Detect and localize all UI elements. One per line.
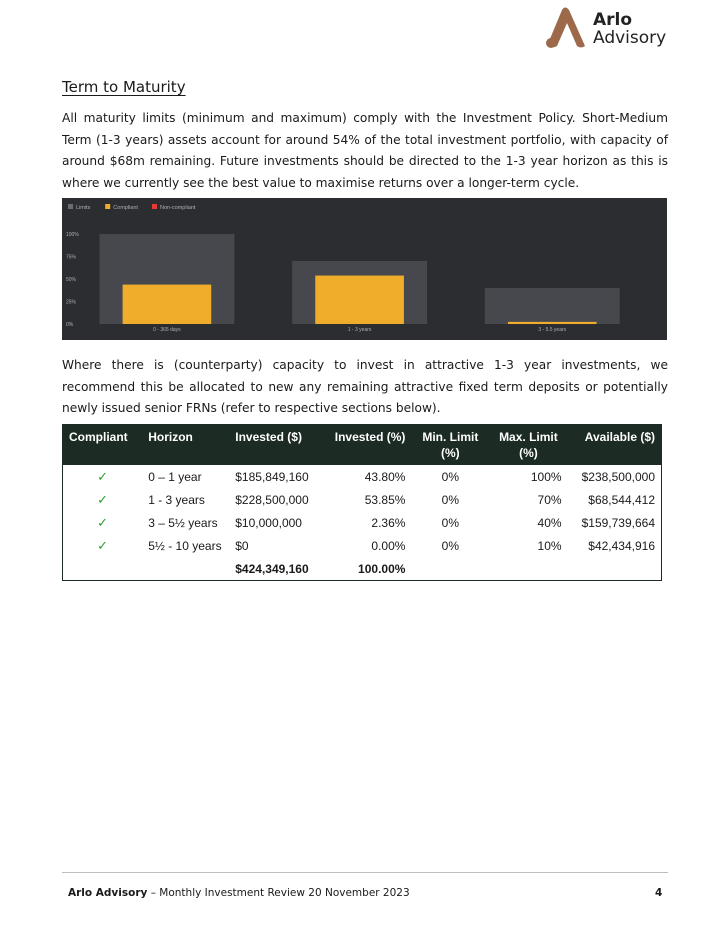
check-icon: ✓ bbox=[97, 491, 109, 507]
invested-cell: $185,849,160 bbox=[235, 469, 309, 484]
legend-swatch bbox=[152, 204, 157, 209]
check-icon: ✓ bbox=[97, 514, 109, 530]
chart-canvas bbox=[62, 198, 667, 340]
max-limit-cell: 10% bbox=[537, 538, 562, 553]
empty-cell bbox=[63, 557, 143, 581]
min-limit-cell: 0% bbox=[441, 538, 459, 553]
y-tick-label: 0% bbox=[66, 322, 74, 328]
table-row bbox=[63, 488, 662, 511]
horizon-cell: 5½ - 10 years bbox=[148, 538, 222, 553]
min-limit-cell: 0% bbox=[441, 515, 459, 530]
max-limit-cell: 100% bbox=[530, 469, 562, 484]
logo-name: Arlo bbox=[593, 10, 633, 30]
horizon-cell: 0 – 1 year bbox=[148, 469, 202, 484]
min-limit-cell: 0% bbox=[441, 469, 459, 484]
horizon-cell: 3 – 5½ years bbox=[148, 515, 218, 530]
compliant-bar bbox=[508, 322, 597, 324]
available-cell: $238,500,000 bbox=[581, 469, 655, 484]
legend-label: Limits bbox=[76, 205, 91, 211]
x-tick-label: 3 - 5.5 years bbox=[538, 327, 567, 333]
logo-subtitle: Advisory bbox=[593, 28, 667, 48]
empty-cell bbox=[142, 557, 229, 581]
empty-cell bbox=[411, 557, 489, 581]
legend-swatch bbox=[68, 204, 73, 209]
header-min-limit: Min. Limit (%) bbox=[411, 425, 489, 466]
header-invested-percent: Invested (%) bbox=[329, 425, 412, 466]
header-available: Available ($) bbox=[568, 425, 662, 466]
footer-company: Arlo Advisory bbox=[68, 887, 148, 899]
limit-bar bbox=[485, 288, 620, 324]
empty-cell bbox=[489, 557, 567, 581]
check-icon: ✓ bbox=[97, 468, 109, 484]
maturity-table bbox=[62, 424, 662, 581]
header-invested-amount: Invested ($) bbox=[229, 425, 328, 466]
section-title: Term to Maturity bbox=[62, 78, 186, 96]
header-max-limit: Max. Limit (%) bbox=[489, 425, 567, 466]
table-row bbox=[63, 465, 662, 488]
available-cell: $159,739,664 bbox=[581, 515, 655, 530]
maturity-summary-paragraph: All maturity limits (minimum and maximum) comply with the Investment Policy. Short-Medium Term (1-3 years) assets account for around 54% of the total investment portfolio, with capacity of around $68m remaining. Future investments should be directed to the 1-3 year horizon as this is where we currently see the best value to maximise returns over a longer-term cycle. bbox=[62, 111, 668, 190]
min-limit-cell: 0% bbox=[441, 492, 459, 507]
invested-pct-cell: 0.00% bbox=[371, 538, 406, 553]
table-row bbox=[63, 511, 662, 534]
header-horizon: Horizon bbox=[142, 425, 229, 466]
empty-cell bbox=[568, 557, 662, 581]
invested-pct-cell: 2.36% bbox=[371, 515, 406, 530]
table-total-row bbox=[63, 557, 662, 581]
y-tick-label: 75% bbox=[66, 254, 77, 261]
arlo-logo-icon bbox=[543, 6, 589, 50]
y-tick-label: 25% bbox=[66, 299, 77, 306]
invested-pct-cell: 53.85% bbox=[364, 492, 406, 507]
available-cell: $42,434,916 bbox=[588, 538, 655, 553]
footer-description: – Monthly Investment Review 20 November 2023 bbox=[147, 887, 410, 899]
y-tick-label: 50% bbox=[66, 277, 77, 283]
horizon-cell: 1 - 3 years bbox=[148, 492, 205, 507]
header-compliant: Compliant bbox=[63, 425, 143, 466]
invested-pct-cell: 43.80% bbox=[364, 469, 406, 484]
recommendation-paragraph: Where there is (counterparty) capacity to invest in attractive 1-3 year investments, we recommend this be allocated to new any remaining attractive fixed term deposits or potentially newly issued senior FRNs (refer to respective sections below). bbox=[62, 358, 668, 415]
table-row bbox=[63, 534, 662, 557]
page-number: 4 bbox=[655, 887, 663, 899]
arlo-logo bbox=[543, 6, 673, 50]
max-limit-cell: 70% bbox=[537, 492, 562, 507]
y-tick-label: 100% bbox=[66, 232, 79, 238]
compliant-bar bbox=[123, 285, 212, 324]
footer-divider bbox=[62, 872, 668, 873]
legend-swatch bbox=[105, 204, 110, 209]
invested-cell: $228,500,000 bbox=[235, 492, 309, 507]
legend-label: Compliant bbox=[113, 205, 138, 211]
term-to-maturity-chart bbox=[62, 198, 667, 340]
total-invested-cell: $424,349,160 bbox=[235, 561, 309, 576]
available-cell: $68,544,412 bbox=[588, 492, 655, 507]
max-limit-cell: 40% bbox=[537, 515, 562, 530]
compliant-bar bbox=[315, 276, 404, 324]
check-icon: ✓ bbox=[97, 537, 109, 553]
table-header-row bbox=[63, 425, 662, 466]
legend-label: Non-compliant bbox=[160, 205, 196, 211]
x-tick-label: 0 - 365 days bbox=[153, 327, 181, 333]
total-invested-pct-cell: 100.00% bbox=[358, 561, 406, 576]
x-tick-label: 1 - 3 years bbox=[347, 327, 372, 333]
footer-text bbox=[68, 887, 410, 899]
invested-cell: $10,000,000 bbox=[235, 515, 302, 530]
invested-cell: $0 bbox=[235, 538, 249, 553]
